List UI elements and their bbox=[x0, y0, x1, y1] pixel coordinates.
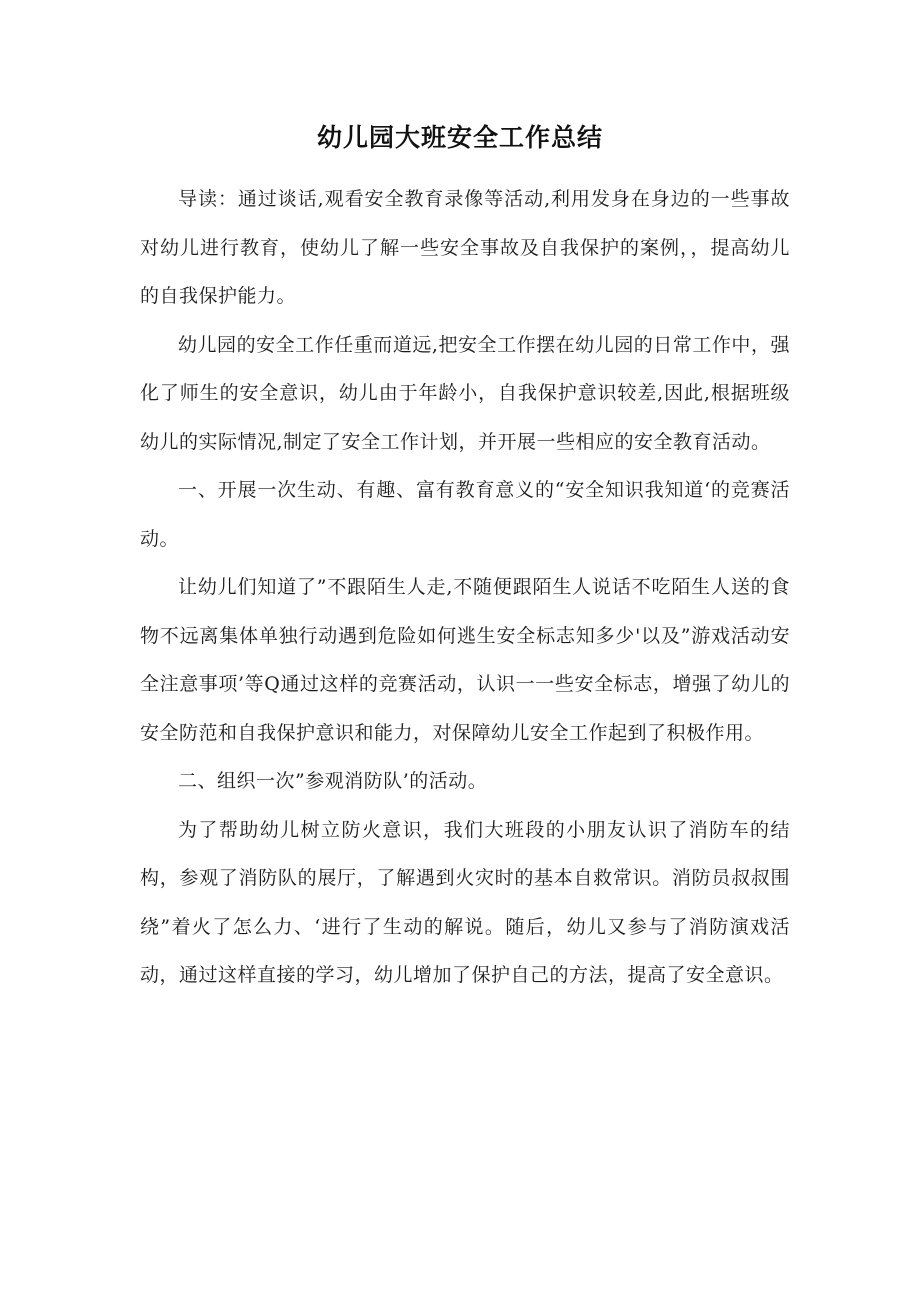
page-title: 幼儿园大班安全工作总结 bbox=[316, 123, 603, 152]
paragraph-overview: 幼儿园的安全工作任重而道远,把安全工作摆在幼儿园的日常工作中，强化了师生的安全意识，幼儿由于年龄小，自我保护意识较差,因此,根据班级幼儿的实际情况,制定了安全工作计划，并开展一些相应的安全教育活动。 bbox=[140, 333, 790, 453]
paragraph-section-2-heading: 二、组织一次”参观消防队’的活动。 bbox=[178, 770, 488, 792]
paragraph-intro: 导读：通过谈话,观看安全教育录像等活动,利用发身在身边的一些事故对幼儿进行教育，使幼儿了解一些安全事故及自我保护的案例，，提高幼儿的自我保护能力。 bbox=[140, 188, 790, 307]
document-body bbox=[140, 175, 790, 1000]
paragraph-section-1-body: 让幼儿们知道了”不跟陌生人走,不随便跟陌生人说话不吃陌生人送的食物不远离集体单独行动遇到危险如何逃生安全标志知多少'以及”游戏活动安全注意事项’等Q通过这样的竞赛活动，认识一一些安全标志，增强了幼儿的安全防范和自我保护意识和能力，对保障幼儿安全工作起到了积极作用。 bbox=[140, 576, 790, 744]
paragraph-section-2-body: 为了帮助幼儿树立防火意识，我们大班段的小朋友认识了消防车的结构，参观了消防队的展厅，了解遇到火灾时的基本自救常识。消防员叔叔围绕”着火了怎么力、‘进行了生动的解说。随后，幼儿又参与了消防演戏活动，通过这样直接的学习，幼儿增加了保护自己的方法，提高了安全意识。 bbox=[140, 818, 790, 986]
paragraph-section-1-heading: 一、开展一次生动、有趣、富有教育意义的“安全知识我知道‘的竞赛活动。 bbox=[140, 479, 790, 550]
